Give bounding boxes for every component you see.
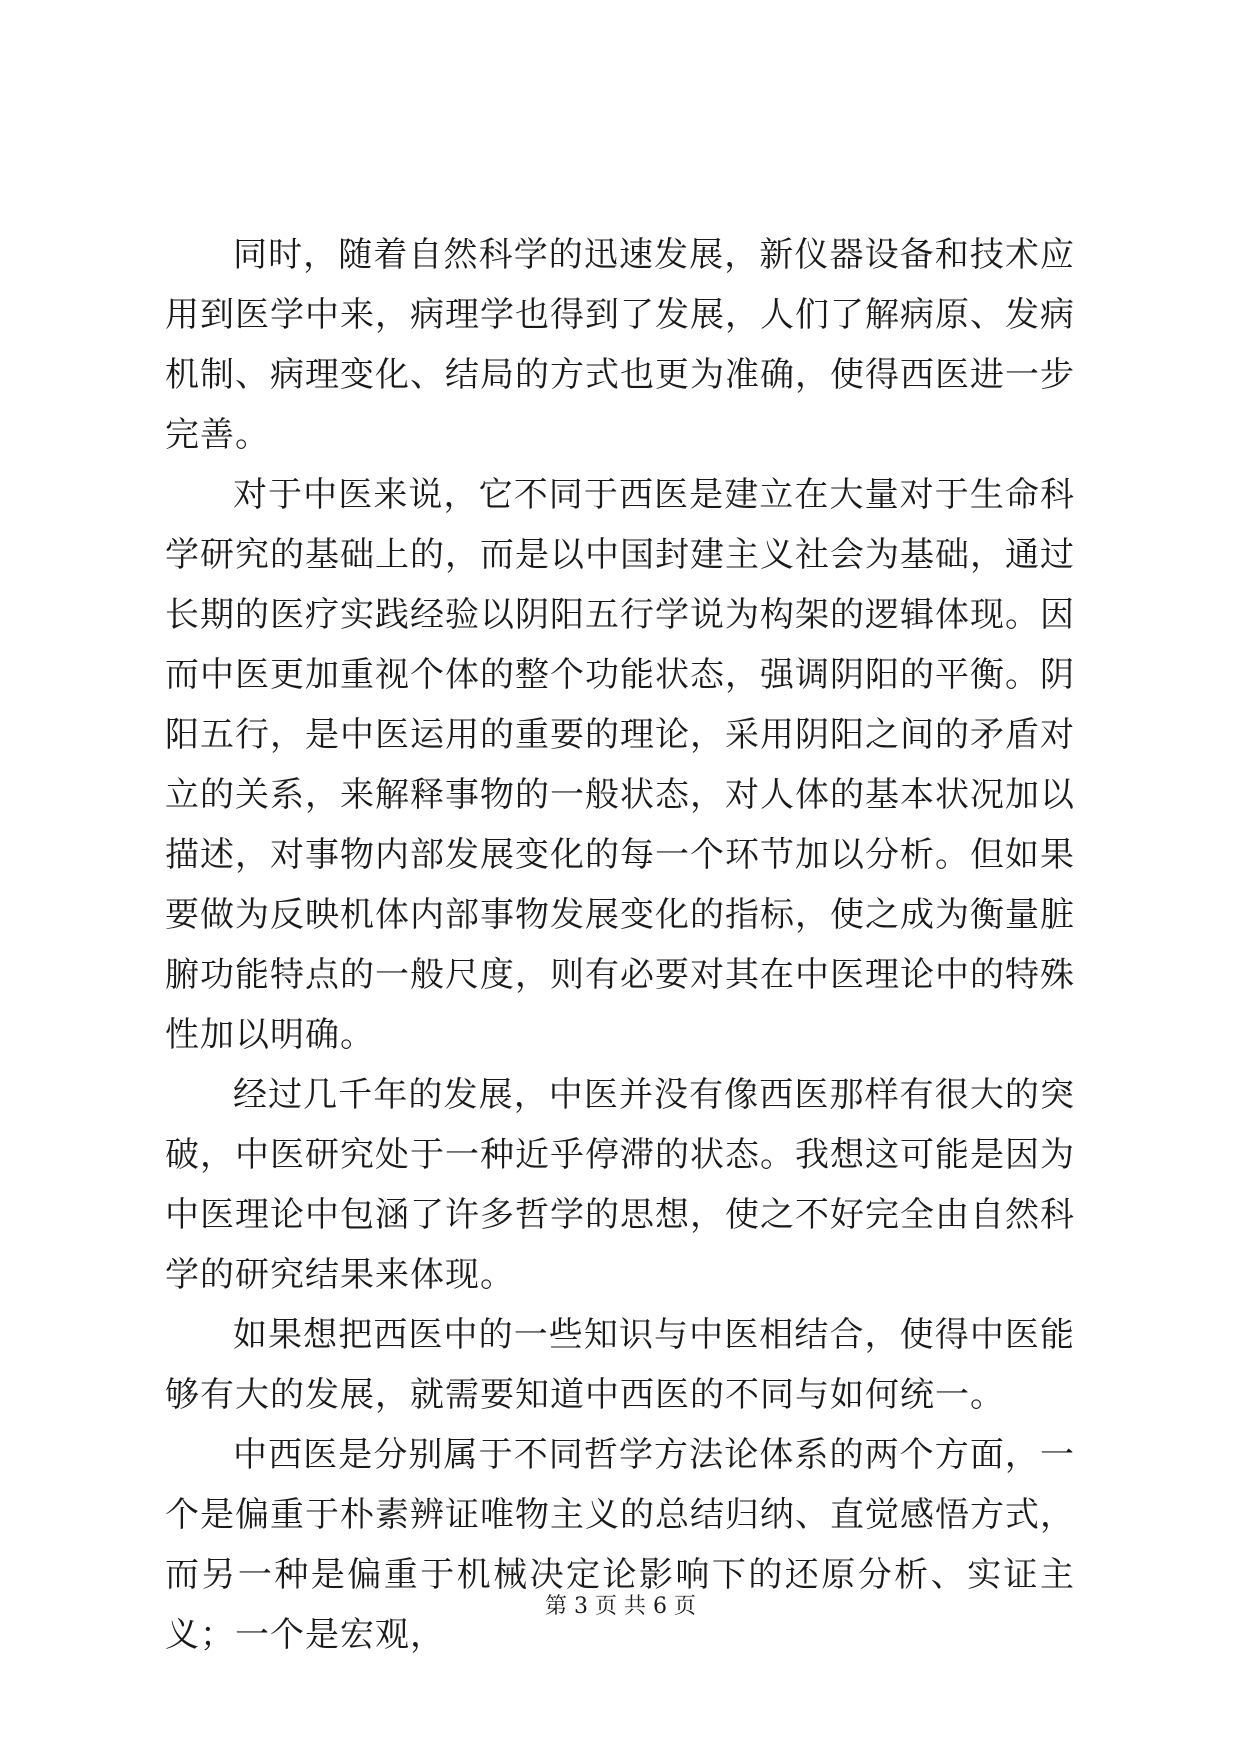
paragraph-2: 对于中医来说，它不同于西医是建立在大量对于生命科学研究的基础上的，而是以中国封建主义社会为基础，通过长期的医疗实践经验以阴阳五行学说为构架的逻辑体现。因而中医更加重视个体的整个功能状态，强调阴阳的平衡。阴阳五行，是中医运用的重要的理论，采用阴阳之间的矛盾对立的关系，来解释事物的一般状态，对人体的基本状况加以描述，对事物内部发展变化的每一个环节加以分析。但如果要做为反映机体内部事物发展变化的指标，使之成为衡量脏腑功能特点的一般尺度，则有必要对其在中医理论中的特殊性加以明确。 bbox=[165, 475, 1075, 1055]
paragraph-5: 中西医是分别属于不同哲学方法论体系的两个方面，一个是偏重于朴素辨证唯物主义的总结归纳、直觉感悟方式，而另一种是偏重于机械决定论影响下的还原分析、实证主义；一个是宏观， bbox=[165, 1435, 1075, 1655]
paragraph-4: 如果想把西医中的一些知识与中医相结合，使得中医能够有大的发展，就需要知道中西医的不同与如何统一。 bbox=[165, 1315, 1075, 1415]
paragraph-1: 同时，随着自然科学的迅速发展，新仪器设备和技术应用到医学中来，病理学也得到了发展，人们了解病原、发病机制、病理变化、结局的方式也更为准确，使得西医进一步完善。 bbox=[165, 235, 1075, 455]
paragraph-3: 经过几千年的发展，中医并没有像西医那样有很大的突破，中医研究处于一种近乎停滞的状态。我想这可能是因为中医理论中包涵了许多哲学的思想，使之不好完全由自然科学的研究结果来体现。 bbox=[165, 1075, 1075, 1295]
document-body bbox=[165, 225, 1075, 1665]
page-number-footer: 第 3 页 共 6 页 bbox=[545, 1594, 696, 1619]
